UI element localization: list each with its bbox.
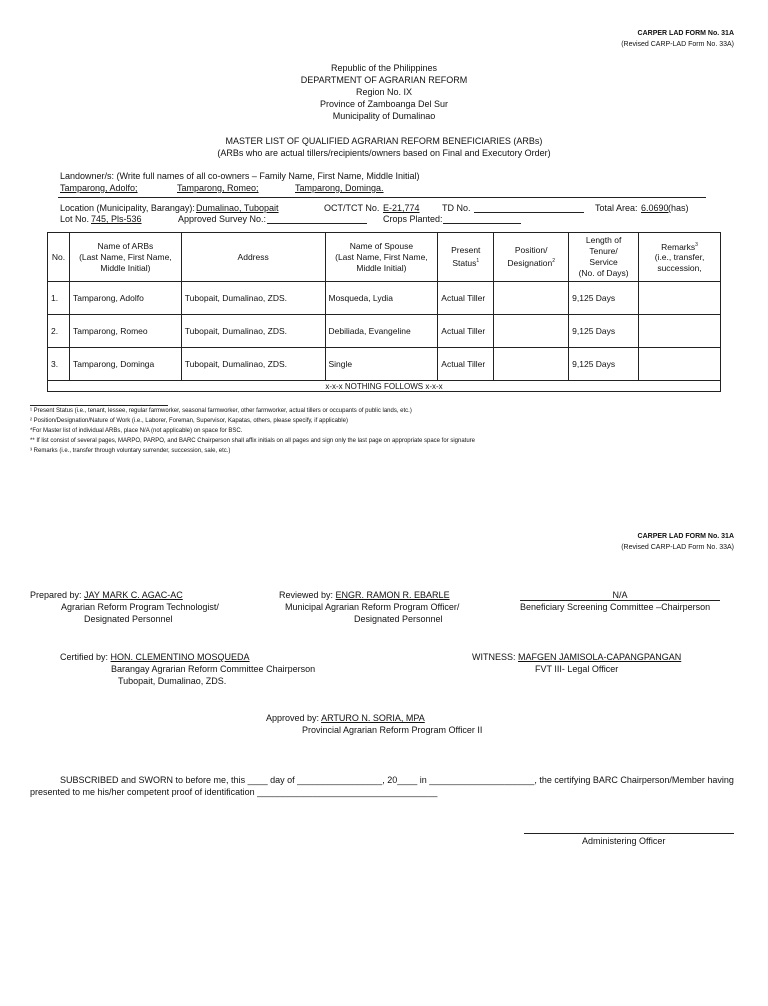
certifier-location: Tubopait, Dumalinao, ZDS.	[118, 676, 227, 686]
table-row	[48, 348, 721, 381]
agency-line-2: DEPARTMENT OF AGRARIAN REFORM	[300, 75, 468, 85]
oct-label: OCT/TCT No.	[324, 203, 380, 213]
cell-position	[494, 348, 569, 381]
footnote-separator	[30, 405, 168, 406]
witness-name: MAFGEN JAMISOLA-CAPANGPANGAN	[518, 652, 682, 662]
document-title: MASTER LIST OF QUALIFIED AGRARIAN REFORM BENEFICIARIES (ARBs)	[225, 136, 543, 146]
bsc-title: Beneficiary Screening Committee –Chairperson	[520, 602, 711, 612]
form-number: CARPER LAD FORM No. 31A	[637, 30, 734, 37]
reviewed-by: Reviewed by: ENGR. RAMON R. EBARLE	[279, 590, 450, 600]
cell-spouse: Single	[325, 348, 438, 381]
cell-address: Tubopait, Dumalinao, ZDS.	[181, 315, 325, 348]
reviewer-name: ENGR. RAMON R. EBARLE	[335, 590, 450, 600]
administering-officer: Administering Officer	[582, 836, 666, 846]
cell-remarks	[639, 315, 721, 348]
cell-tenure: 9,125 Days	[569, 282, 639, 315]
lot-label: Lot No.	[60, 214, 90, 224]
bsc-name: N/A	[612, 590, 628, 600]
prepared-by: Prepared by: JAY MARK C. AGAC-AC	[30, 590, 183, 600]
cell-remarks	[639, 282, 721, 315]
preparer-title: Designated Personnel	[84, 614, 173, 624]
col-header-remarks: Remarks$^3$ (i.e., transfer, succession,	[639, 233, 721, 282]
divider	[58, 197, 706, 198]
landowners-label: Landowner/s: (Write full names of all co-owners – Family Name, First Name, Middle Initial)	[60, 171, 420, 181]
cell-tenure: 9,125 Days	[569, 348, 639, 381]
col-header-tenure: Length of Tenure/ Service (No. of Days)	[569, 233, 639, 282]
col-header-spouse: Name of Spouse (Last Name, First Name, Middle Initial)	[325, 233, 438, 282]
cell-status: Actual Tiller	[438, 282, 494, 315]
approver-title: Provincial Agrarian Reform Program Officer II	[302, 725, 483, 735]
td-blank	[474, 212, 584, 213]
td-label: TD No.	[442, 203, 471, 213]
cell-no: 2.	[48, 315, 70, 348]
agency-line-5: Municipality of Dumalinao	[332, 111, 436, 121]
document-subtitle: (ARBs who are actual tillers/recipients/owners based on Final and Executory Order)	[217, 148, 551, 158]
officer-signature-line	[524, 833, 734, 834]
cell-status: Actual Tiller	[438, 348, 494, 381]
agency-line-3: Region No. IX	[355, 87, 413, 97]
area-value: 6.0690	[641, 203, 669, 213]
cell-arb-name: Tamparong, Adolfo	[69, 282, 181, 315]
arb-master-table	[47, 232, 721, 392]
cell-address: Tubopait, Dumalinao, ZDS.	[181, 348, 325, 381]
footnote: ² Position/Designation/Nature of Work (i.e., Laborer, Foreman, Supervisor, Kapatas, others, please specify, if applicable)	[30, 418, 348, 424]
table-row	[48, 315, 721, 348]
agency-line-4: Province of Zamboanga Del Sur	[319, 99, 449, 109]
landowner-name: Tamparong, Dominga.	[295, 183, 384, 193]
cell-no: 1.	[48, 282, 70, 315]
cell-position	[494, 315, 569, 348]
col-header-position: Position/ Designation$^2$	[494, 233, 569, 282]
area-label: Total Area:	[595, 203, 638, 213]
form-number: CARPER LAD FORM No. 31A	[637, 533, 734, 540]
cell-no: 3.	[48, 348, 70, 381]
table-row	[48, 282, 721, 315]
crops-label: Crops Planted:	[383, 214, 443, 224]
footnote: ³ Remarks (i.e., transfer through voluntary surrender, succession, sale, etc.)	[30, 448, 231, 454]
col-header-arb-name: Name of ARBs (Last Name, First Name, Middle Initial)	[69, 233, 181, 282]
oath-text: SUBSCRIBED and SWORN to before me, this ____ day of _________________, 20____ in _____________________, the certifying BARC Chairperson/Member having	[60, 775, 734, 785]
certifier-title: Barangay Agrarian Reform Committee Chairperson	[111, 664, 316, 674]
certified-by: Certified by: HON. CLEMENTINO MOSQUEDA	[60, 652, 250, 662]
preparer-name: JAY MARK C. AGAC-AC	[84, 590, 183, 600]
approved-by: Approved by: ARTURO N. SORIA, MPA	[266, 713, 425, 723]
cell-position	[494, 282, 569, 315]
cell-spouse: Mosqueda, Lydia	[325, 282, 438, 315]
crops-blank	[443, 223, 521, 224]
cell-remarks	[639, 348, 721, 381]
certifier-name: HON. CLEMENTINO MOSQUEDA	[110, 652, 250, 662]
lot-value: 745, Pls-536	[91, 214, 142, 224]
col-header-address: Address	[181, 233, 325, 282]
table-footer-row	[48, 381, 721, 392]
cell-spouse: Debiliada, Evangeline	[325, 315, 438, 348]
footnote: ¹ Present Status (i.e., tenant, lessee, regular farmworker, seasonal farmworker, other farmworker, actual tillers or occupants of public lands, etc.)	[30, 408, 412, 414]
footnote: *For Master list of individual ARBs, place N/A (not applicable) on space for BSC.	[30, 428, 243, 434]
bsc-signature-line	[520, 600, 720, 601]
footnote: ** If list consist of several pages, MARPO, PARPO, and BARC Chairperson shall affix initials on all pages and sign only the last page on appropriate space for signature	[30, 438, 476, 444]
reviewer-title: Designated Personnel	[354, 614, 443, 624]
survey-label: Approved Survey No.:	[178, 214, 267, 224]
landowner-name: Tamparong, Adolfo;	[60, 183, 138, 193]
preparer-title: Agrarian Reform Program Technologist/	[61, 602, 219, 612]
col-header-no: No.	[48, 233, 70, 282]
oath-text: presented to me his/her competent proof of identification ____________________________________	[30, 787, 438, 797]
agency-line-1: Republic of the Philippines	[330, 63, 438, 73]
table-header-row	[48, 233, 721, 282]
nothing-follows: x-x-x NOTHING FOLLOWS x-x-x	[48, 381, 721, 392]
location-value: Dumalinao, Tubopait	[196, 203, 279, 213]
witness-title: FVT III- Legal Officer	[535, 664, 619, 674]
area-unit: (has)	[668, 203, 689, 213]
cell-status: Actual Tiller	[438, 315, 494, 348]
survey-blank	[267, 223, 367, 224]
form-revised: (Revised CARP-LAD Form No. 33A)	[621, 544, 734, 551]
cell-address: Tubopait, Dumalinao, ZDS.	[181, 282, 325, 315]
oct-value: E-21,774	[383, 203, 420, 213]
witness: WITNESS: MAFGEN JAMISOLA-CAPANGPANGAN	[472, 652, 682, 662]
approver-name: ARTURO N. SORIA, MPA	[321, 713, 425, 723]
form-revised: (Revised CARP-LAD Form No. 33A)	[621, 41, 734, 48]
cell-arb-name: Tamparong, Romeo	[69, 315, 181, 348]
location-label: Location (Municipality, Barangay):	[60, 203, 195, 213]
reviewer-title: Municipal Agrarian Reform Program Officer/	[285, 602, 460, 612]
col-header-status: Present Status$^1$	[438, 233, 494, 282]
cell-tenure: 9,125 Days	[569, 315, 639, 348]
landowner-name: Tamparong, Romeo;	[177, 183, 259, 193]
cell-arb-name: Tamparong, Dominga	[69, 348, 181, 381]
